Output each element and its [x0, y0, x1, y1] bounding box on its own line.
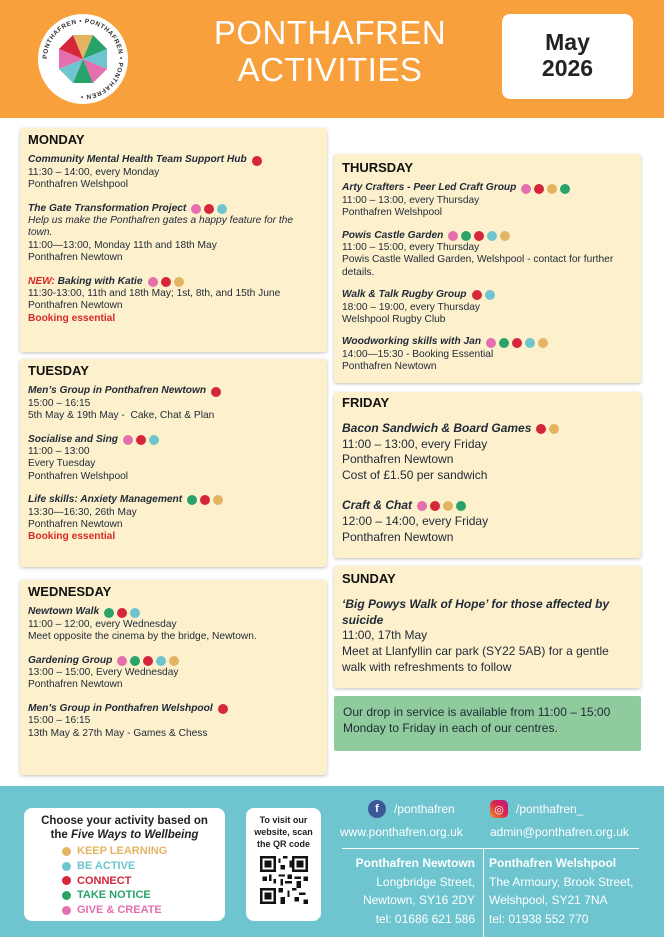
activity-woodworking: [342, 336, 633, 373]
month-box: [502, 14, 633, 99]
page-title: [160, 14, 500, 88]
activity-powis-castle: [342, 230, 633, 280]
five-ways-legend: [62, 844, 225, 918]
active-dot: [62, 862, 71, 871]
activity-location: Ponthafren Welshpool: [342, 207, 443, 219]
activity-title: ‘Big Powys Walk of Hope’ for those affected by suicide: [342, 596, 610, 627]
connect-dot: [136, 435, 146, 445]
activity-time: 11:00 – 13:00, every Friday: [342, 436, 488, 451]
title-line-2: ACTIVITIES: [237, 51, 423, 88]
give-dot: [148, 277, 158, 287]
give-dot: [123, 435, 133, 445]
connect-dot: [472, 290, 482, 300]
activity-location: Ponthafren Newtown: [28, 679, 123, 691]
friday-card: [334, 392, 641, 558]
sunday-heading: SUNDAY: [342, 571, 396, 586]
centre-name: Ponthafren Welshpool: [489, 856, 617, 870]
ponthafren-logo: [38, 14, 128, 104]
activity-gate-project: [28, 203, 319, 265]
activity-time: 13:30—16:30, 26th May: [28, 506, 137, 518]
newtown-address: [336, 854, 475, 928]
activity-title: Craft & Chat: [342, 497, 413, 512]
telephone: tel: 01686 621 586: [375, 911, 475, 926]
active-dot: [217, 204, 227, 214]
wednesday-card: [20, 580, 327, 775]
facebook-handle: /ponthafren: [394, 802, 455, 816]
activity-time: 11:00—13:00, Monday 11th and 18th May: [28, 239, 217, 251]
thursday-card: [334, 154, 641, 383]
give-dot: [486, 338, 496, 348]
learn-dot: [213, 495, 223, 505]
activity-title: Walk & Talk Rugby Group: [342, 289, 467, 301]
sunday-card: [334, 566, 641, 688]
activity-title: Men’s Group in Ponthafren Welshpool: [28, 702, 213, 714]
drop-in-notice: Our drop in service is available from 11:00 – 15:00 Monday to Friday in each of our centres.: [334, 696, 641, 751]
activity-time: 11:00, 17th May: [342, 628, 428, 643]
logo-graphic: [38, 14, 128, 104]
activity-time: 11:00 – 15:00, every Thursday: [342, 242, 480, 254]
facebook-link[interactable]: [368, 800, 455, 818]
connect-dot: [211, 387, 221, 397]
activity-title: Life skills: Anxiety Management: [28, 494, 183, 506]
activity-walk-talk-rugby: [342, 289, 633, 326]
footer-divider-vertical: [483, 848, 484, 937]
activity-location: Ponthafren Newtown: [28, 252, 123, 264]
centre-name: Ponthafren Newtown: [355, 856, 475, 870]
activity-title: Bacon Sandwich & Board Games: [342, 420, 532, 435]
friday-heading: FRIDAY: [342, 395, 390, 410]
five-ways-heading-1: Choose your activity based on: [41, 815, 208, 827]
notice-dot: [456, 501, 466, 511]
give-dot: [62, 906, 71, 915]
active-dot: [130, 608, 140, 618]
activity-anxiety-management: [28, 494, 319, 544]
legend-label: CONNECT: [77, 874, 132, 887]
activity-details: Meet at Llanfyllin car park (SY22 5AB) for a gentle walk with refreshments to follow: [342, 644, 609, 674]
activity-frequency: Every Tuesday: [28, 458, 96, 470]
activity-socialise-sing: [28, 434, 319, 484]
year-label: 2026: [541, 55, 594, 81]
activity-bacon-sandwich: [342, 421, 633, 484]
activity-title: Powis Castle Garden: [342, 229, 444, 241]
activity-time: 11:00 – 13:00, every Thursday: [342, 194, 480, 206]
activity-big-powys-walk: [342, 597, 633, 676]
connect-dot: [143, 656, 153, 666]
activity-time: 11:30-13:00, 11th and 18th May; 1st, 8th, and 15th June: [28, 288, 281, 300]
activity-title: Woodworking skills with Jan: [342, 336, 482, 348]
give-dot: [521, 184, 531, 194]
activity-time: 18:00 – 19:00, every Thursday: [342, 301, 480, 313]
address-line: Longbridge Street,: [376, 874, 475, 889]
activity-time: 11:30 – 14:00, every Monday: [28, 166, 160, 178]
active-dot: [149, 435, 159, 445]
activity-location: Ponthafren Newtown: [28, 519, 123, 531]
activity-location: Ponthafren Welshpool: [28, 179, 129, 191]
active-dot: [525, 338, 535, 348]
connect-dot: [252, 156, 262, 166]
legend-be-active: [62, 859, 225, 874]
qr-code[interactable]: [260, 856, 308, 904]
activity-title: Community Mental Health Team Support Hub: [28, 154, 247, 166]
learn-dot: [538, 338, 548, 348]
activity-title: Baking with Katie: [54, 275, 143, 287]
legend-connect: [62, 874, 225, 889]
active-dot: [156, 656, 166, 666]
activity-title: Socialise and Sing: [28, 433, 119, 445]
five-ways-box: [24, 808, 225, 921]
website-link[interactable]: www.ponthafren.org.uk: [340, 825, 463, 839]
give-dot: [417, 501, 427, 511]
activity-cost: Cost of £1.50 per sandwich: [342, 468, 488, 483]
activity-title: Men’s Group in Ponthafren Newtown: [28, 385, 207, 397]
activity-time: 11:00 – 13:00: [28, 446, 90, 458]
monday-heading: MONDAY: [28, 132, 85, 147]
activity-location: Welshpool Rugby Club: [342, 314, 446, 326]
active-dot: [485, 290, 495, 300]
activity-location: Ponthafren Newtown: [28, 300, 123, 312]
legend-keep-learning: [62, 844, 225, 859]
connect-dot: [204, 204, 214, 214]
active-dot: [487, 231, 497, 241]
facebook-icon: f: [368, 800, 386, 818]
five-ways-heading-2: [24, 828, 225, 842]
activity-mens-group-newtown: [28, 385, 319, 422]
activity-title: The Gate Transformation Project: [28, 202, 187, 214]
give-dot: [117, 656, 127, 666]
legend-label: GIVE & CREATE: [77, 904, 162, 917]
activity-location: Ponthafren Newtown: [342, 452, 454, 467]
booking-essential: Booking essential: [28, 531, 116, 543]
notice-dot: [104, 608, 114, 618]
instagram-icon: ◎: [490, 800, 508, 818]
legend-label: TAKE NOTICE: [77, 889, 151, 902]
connect-dot: [62, 876, 71, 885]
notice-dot: [499, 338, 509, 348]
five-ways-heading-prefix: the: [50, 829, 72, 841]
learn-dot: [549, 424, 559, 434]
instagram-handle: /ponthafren_: [516, 802, 584, 816]
give-dot: [191, 204, 201, 214]
title-line-1: PONTHAFREN: [213, 14, 447, 51]
wednesday-heading: WEDNESDAY: [28, 584, 112, 599]
connect-dot: [534, 184, 544, 194]
activity-time: 11:00 – 12:00, every Wednesday: [28, 618, 177, 630]
activity-time: 15:00 – 16:15: [28, 397, 91, 409]
activity-title: Arty Crafters - Peer Led Craft Group: [342, 182, 517, 194]
tuesday-card: [20, 359, 327, 567]
learn-dot: [500, 231, 510, 241]
notice-dot: [62, 891, 71, 900]
connect-dot: [161, 277, 171, 287]
activity-craft-chat: [342, 498, 633, 545]
activity-arty-crafters: [342, 182, 633, 219]
activity-location: Ponthafren Newtown: [342, 529, 454, 544]
activity-baking: [28, 276, 319, 326]
activity-title: Gardening Group: [28, 654, 113, 666]
new-label: NEW:: [28, 275, 55, 287]
activity-time: 12:00 – 14:00, every Friday: [342, 513, 489, 528]
learn-dot: [62, 847, 71, 856]
legend-take-notice: [62, 888, 225, 903]
connect-dot: [200, 495, 210, 505]
learn-dot: [547, 184, 557, 194]
activity-mens-group-welshpool: [28, 703, 319, 740]
connect-dot: [536, 424, 546, 434]
activity-description: Help us make the Ponthafren gates a happy feature for the town.: [28, 215, 294, 239]
monday-card: [20, 128, 327, 352]
activity-time: 15:00 – 16:15: [28, 715, 91, 727]
legend-label: KEEP LEARNING: [77, 845, 168, 857]
activity-details: 5th May & 19th May - Cake, Chat & Plan: [28, 410, 215, 422]
tuesday-heading: TUESDAY: [28, 363, 89, 378]
activity-time: 14:00—15:30 - Booking Essential: [342, 348, 494, 360]
notice-dot: [560, 184, 570, 194]
footer-divider-horizontal: [342, 848, 639, 849]
legend-label: BE ACTIVE: [77, 859, 136, 872]
qr-instructions: To visit our website, scan the QR code: [254, 815, 313, 849]
connect-dot: [512, 338, 522, 348]
activity-location: Meet opposite the cinema by the bridge, Newtown.: [28, 631, 257, 643]
notice-dot: [461, 231, 471, 241]
activity-newtown-walk: [28, 606, 319, 643]
notice-dot: [130, 656, 140, 666]
email-link[interactable]: admin@ponthafren.org.uk: [490, 825, 629, 839]
activity-details: 13th May & 27th May - Games & Chess: [28, 727, 208, 739]
connect-dot: [117, 608, 127, 618]
activity-title: Newtown Walk: [28, 606, 100, 618]
learn-dot: [169, 656, 179, 666]
instagram-link[interactable]: [490, 800, 583, 818]
give-dot: [448, 231, 458, 241]
welshpool-address: [489, 854, 649, 928]
activity-location: Powis Castle Walled Garden, Welshpool - contact for further details.: [342, 254, 614, 278]
legend-give-create: [62, 903, 225, 918]
address-line: Newtown, SY16 2DY: [362, 893, 475, 907]
qr-box: [246, 808, 321, 921]
telephone: tel: 01938 552 770: [489, 911, 589, 926]
logo-ring-text: PONTHAFREN • PONTHAFREN • PONTHAFREN •: [41, 17, 125, 101]
notice-dot: [187, 495, 197, 505]
activity-location: Ponthafren Welshpool: [28, 470, 129, 482]
learn-dot: [443, 501, 453, 511]
address-line: The Armoury, Brook Street,: [489, 874, 634, 889]
activity-cmht-hub: [28, 154, 319, 191]
thursday-heading: THURSDAY: [342, 160, 414, 175]
activity-location: Ponthafren Newtown: [342, 361, 437, 373]
activity-gardening: [28, 655, 319, 692]
learn-dot: [174, 277, 184, 287]
connect-dot: [430, 501, 440, 511]
connect-dot: [218, 704, 228, 714]
booking-essential: Booking essential: [28, 312, 116, 324]
address-line: Welshpool, SY21 7NA: [489, 893, 608, 907]
connect-dot: [474, 231, 484, 241]
five-ways-heading-emphasis: Five Ways to Wellbeing: [71, 829, 199, 841]
month-label: May: [545, 29, 590, 55]
activity-time: 13:00 – 15:00, Every Wednesday: [28, 667, 179, 679]
